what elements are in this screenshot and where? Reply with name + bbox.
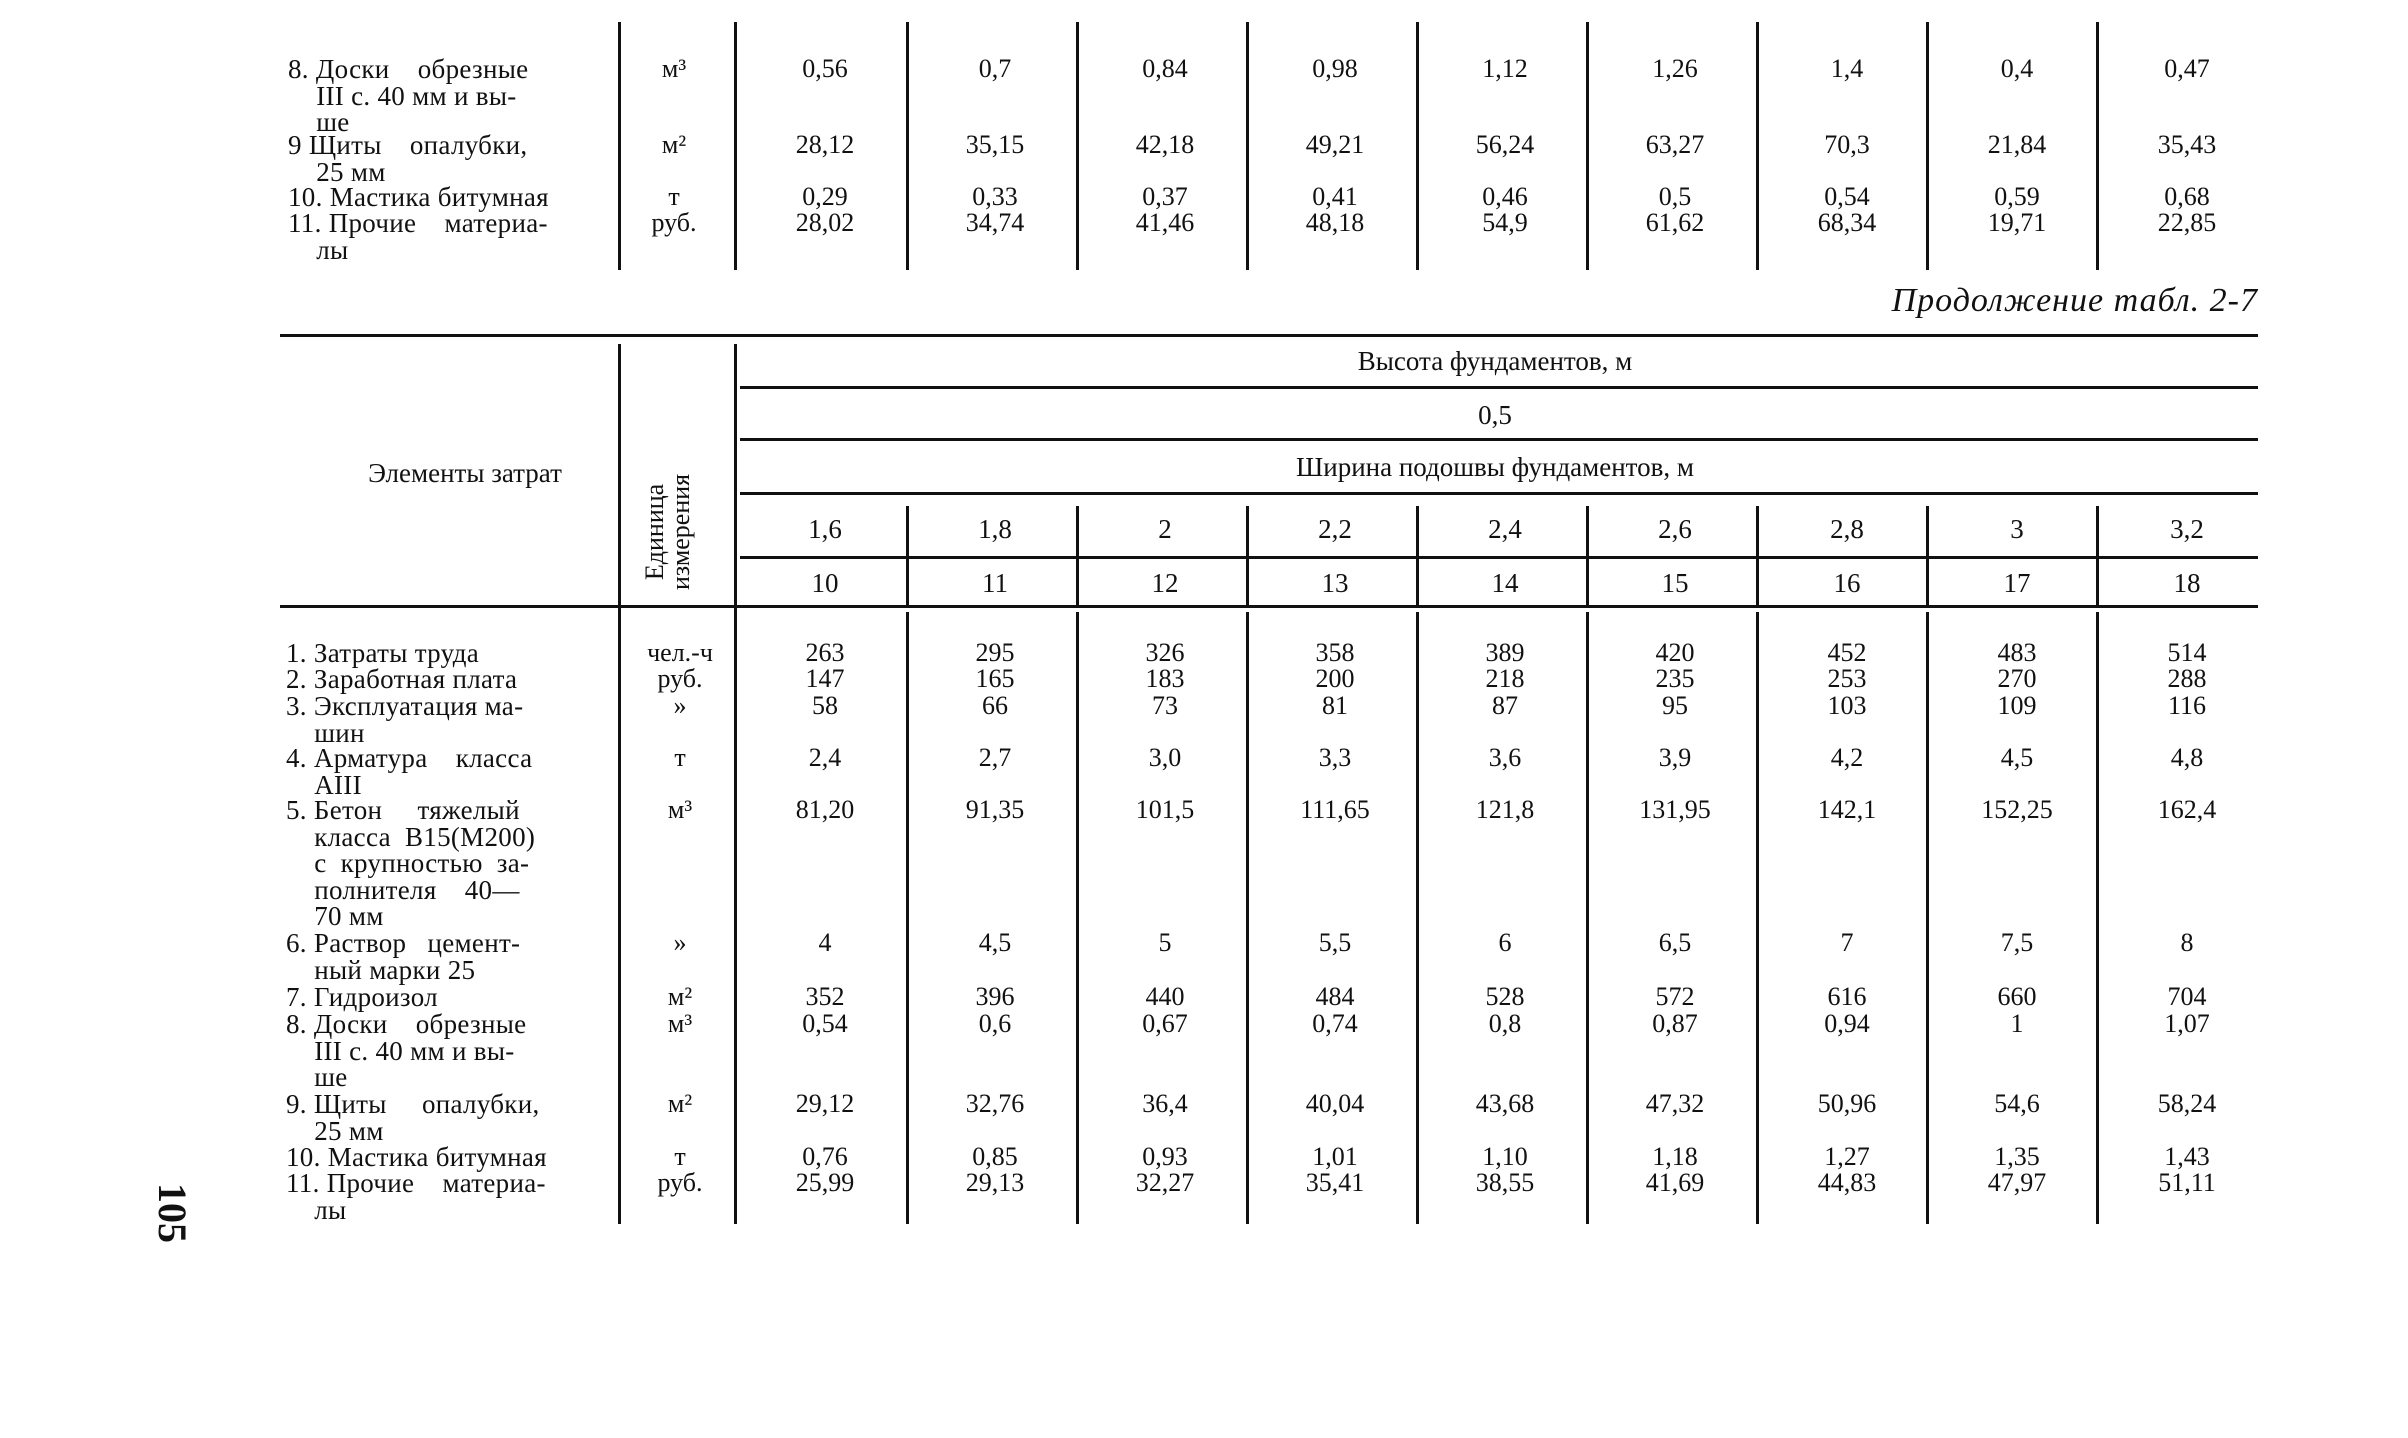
table-top-rule <box>280 334 2258 337</box>
top-row-value: 1,26 <box>1652 54 1698 83</box>
row-unit: м³ <box>667 1009 693 1038</box>
top-row-label: 8. Доски обрезные III с. 40 мм и вы- ше <box>288 54 529 137</box>
row-unit: м² <box>667 1089 693 1118</box>
top-column-rule <box>1416 22 1419 270</box>
width-value: 3,2 <box>2170 514 2204 544</box>
top-row-value: 19,71 <box>1987 208 2047 237</box>
elements-header: Элементы затрат <box>368 458 562 488</box>
row-value: 0,85 <box>972 1142 1018 1171</box>
main-column-rule <box>734 344 737 1224</box>
body-column-rule <box>1926 612 1929 1224</box>
top-row-value: 0,47 <box>2164 54 2210 83</box>
column-number: 12 <box>1151 568 1179 598</box>
column-number: 10 <box>811 568 839 598</box>
row-value: 36,4 <box>1142 1089 1188 1118</box>
row-value: 147 <box>805 664 845 693</box>
row-value: 528 <box>1485 982 1525 1011</box>
top-column-rule <box>1586 22 1589 270</box>
row-value: 253 <box>1827 664 1867 693</box>
row-value: 103 <box>1827 691 1867 720</box>
row-value: 50,96 <box>1817 1089 1877 1118</box>
row-value: 235 <box>1655 664 1695 693</box>
header-column-rule <box>2096 506 2099 606</box>
row-value: 4,8 <box>2170 743 2204 772</box>
row-value: 32,76 <box>965 1089 1025 1118</box>
row-value: 0,67 <box>1142 1009 1188 1038</box>
row-label: 7. Гидроизол <box>286 982 438 1012</box>
row-value: 420 <box>1655 638 1695 667</box>
row-value: 5 <box>1158 928 1172 957</box>
top-column-rule <box>734 22 737 270</box>
row-label: 6. Раствор цемент- ный марки 25 <box>286 928 521 985</box>
row-value: 3,6 <box>1488 743 1522 772</box>
top-row-value: 0,4 <box>2000 54 2034 83</box>
row-value: 6,5 <box>1658 928 1692 957</box>
top-row-label: 10. Мастика битумная <box>288 182 549 212</box>
row-value: 389 <box>1485 638 1525 667</box>
top-column-rule <box>906 22 909 270</box>
row-value: 58,24 <box>2157 1089 2217 1118</box>
column-number: 17 <box>2003 568 2031 598</box>
row-value: 142,1 <box>1817 795 1877 824</box>
width-value: 2,4 <box>1488 514 1522 544</box>
body-column-rule <box>1076 612 1079 1224</box>
top-row-value: 0,7 <box>978 54 1012 83</box>
width-value: 2,6 <box>1658 514 1692 544</box>
top-row-value: 0,33 <box>972 182 1018 211</box>
width-value: 1,6 <box>808 514 842 544</box>
row-value: 44,83 <box>1817 1168 1877 1197</box>
row-value: 152,25 <box>1981 795 2053 824</box>
column-number: 18 <box>2173 568 2201 598</box>
column-number: 14 <box>1491 568 1519 598</box>
row-value: 131,95 <box>1639 795 1711 824</box>
row-value: 29,13 <box>965 1168 1025 1197</box>
row-label: 11. Прочие материа- лы <box>286 1168 546 1225</box>
row-label: 5. Бетон тяжелый класса В15(М200) с крупностью за- полнителя 40— 70 мм <box>286 795 536 931</box>
row-value: 484 <box>1315 982 1355 1011</box>
header-column-rule <box>1756 506 1759 606</box>
row-value: 0,8 <box>1488 1009 1522 1038</box>
row-value: 47,32 <box>1645 1089 1705 1118</box>
row-value: 1 <box>2010 1009 2024 1038</box>
row-value: 95 <box>1662 691 1688 720</box>
row-value: 81,20 <box>795 795 855 824</box>
top-row-unit: руб. <box>651 208 697 237</box>
row-unit: т <box>674 1142 686 1171</box>
row-value: 183 <box>1145 664 1185 693</box>
row-unit: чел.-ч <box>647 638 713 667</box>
row-value: 87 <box>1492 691 1518 720</box>
row-value: 218 <box>1485 664 1525 693</box>
height-rule <box>740 386 2258 389</box>
top-row-value: 70,3 <box>1824 130 1870 159</box>
body-column-rule <box>906 612 909 1224</box>
row-label: 10. Мастика битумная <box>286 1142 547 1172</box>
top-row-unit: м³ <box>661 54 687 83</box>
row-value: 483 <box>1997 638 2037 667</box>
row-value: 572 <box>1655 982 1695 1011</box>
unit-header: Единица измерения <box>640 473 695 590</box>
row-value: 1,01 <box>1312 1142 1358 1171</box>
column-number: 16 <box>1833 568 1861 598</box>
top-column-rule <box>2096 22 2099 270</box>
row-value: 616 <box>1827 982 1867 1011</box>
top-row-value: 41,46 <box>1135 208 1195 237</box>
top-row-value: 1,12 <box>1482 54 1528 83</box>
row-value: 0,94 <box>1824 1009 1870 1038</box>
row-value: 0,74 <box>1312 1009 1358 1038</box>
header-bottom-rule <box>280 605 2258 608</box>
row-value: 32,27 <box>1135 1168 1195 1197</box>
row-value: 704 <box>2167 982 2207 1011</box>
top-row-value: 0,29 <box>802 182 848 211</box>
row-value: 1,18 <box>1652 1142 1698 1171</box>
row-value: 7 <box>1840 928 1854 957</box>
width-value: 2,2 <box>1318 514 1352 544</box>
row-value: 8 <box>2180 928 2194 957</box>
row-value: 0,54 <box>802 1009 848 1038</box>
row-value: 0,87 <box>1652 1009 1698 1038</box>
top-row-value: 68,34 <box>1817 208 1877 237</box>
header-column-rule <box>1076 506 1079 606</box>
width-header: Ширина подошвы фундаментов, м <box>1296 452 1694 482</box>
row-value: 73 <box>1152 691 1178 720</box>
row-value: 1,35 <box>1994 1142 2040 1171</box>
top-row-value: 28,12 <box>795 130 855 159</box>
colnum-rule <box>740 556 2258 559</box>
top-row-value: 49,21 <box>1305 130 1365 159</box>
top-row-value: 21,84 <box>1987 130 2047 159</box>
row-value: 38,55 <box>1475 1168 1535 1197</box>
row-value: 263 <box>805 638 845 667</box>
row-value: 2,7 <box>978 743 1012 772</box>
row-value: 0,93 <box>1142 1142 1188 1171</box>
width-rule <box>740 492 2258 495</box>
row-value: 270 <box>1997 664 2037 693</box>
row-value: 40,04 <box>1305 1089 1365 1118</box>
value-rule <box>740 438 2258 441</box>
top-column-rule <box>1246 22 1249 270</box>
row-value: 58 <box>812 691 838 720</box>
row-value: 111,65 <box>1300 795 1370 824</box>
row-value: 6 <box>1498 928 1512 957</box>
top-row-label: 9 Щиты опалубки, 25 мм <box>288 130 528 187</box>
top-row-value: 0,84 <box>1142 54 1188 83</box>
column-number: 15 <box>1661 568 1689 598</box>
header-column-rule <box>1416 506 1419 606</box>
table-caption: Продолжение табл. 2-7 <box>1891 282 2258 319</box>
row-label: 3. Эксплуатация ма- шин <box>286 691 524 748</box>
row-value: 326 <box>1145 638 1185 667</box>
row-value: 4,2 <box>1830 743 1864 772</box>
row-value: 1,43 <box>2164 1142 2210 1171</box>
top-row-value: 35,15 <box>965 130 1025 159</box>
top-column-rule <box>1756 22 1759 270</box>
row-value: 4,5 <box>978 928 1012 957</box>
page-number: 105 <box>150 1183 195 1243</box>
row-value: 54,6 <box>1994 1089 2040 1118</box>
row-value: 121,8 <box>1475 795 1535 824</box>
width-value: 2 <box>1158 514 1172 544</box>
row-label: 2. Заработная плата <box>286 664 518 694</box>
row-value: 5,5 <box>1318 928 1352 957</box>
row-label: 8. Доски обрезные III с. 40 мм и вы- ше <box>286 1009 527 1092</box>
row-value: 295 <box>975 638 1015 667</box>
row-value: 101,5 <box>1135 795 1195 824</box>
row-value: 3,0 <box>1148 743 1182 772</box>
row-value: 116 <box>2167 691 2207 720</box>
row-value: 66 <box>982 691 1008 720</box>
row-value: 358 <box>1315 638 1355 667</box>
row-value: 43,68 <box>1475 1089 1535 1118</box>
row-label: 4. Арматура класса AIII <box>286 743 533 800</box>
top-row-unit: м² <box>661 130 687 159</box>
column-number: 13 <box>1321 568 1349 598</box>
top-row-value: 0,56 <box>802 54 848 83</box>
top-row-value: 56,24 <box>1475 130 1535 159</box>
row-value: 200 <box>1315 664 1355 693</box>
top-row-value: 0,37 <box>1142 182 1188 211</box>
top-row-value: 63,27 <box>1645 130 1705 159</box>
top-column-rule <box>1076 22 1079 270</box>
body-column-rule <box>1416 612 1419 1224</box>
row-value: 396 <box>975 982 1015 1011</box>
row-unit: » <box>673 928 687 957</box>
top-row-value: 35,43 <box>2157 130 2217 159</box>
top-row-value: 34,74 <box>965 208 1025 237</box>
top-row-value: 0,59 <box>1994 182 2040 211</box>
row-value: 452 <box>1827 638 1867 667</box>
row-value: 4 <box>818 928 832 957</box>
top-row-value: 22,85 <box>2157 208 2217 237</box>
body-column-rule <box>1586 612 1589 1224</box>
top-row-value: 0,41 <box>1312 182 1358 211</box>
body-column-rule <box>2096 612 2099 1224</box>
top-row-unit: т <box>668 182 680 211</box>
row-value: 47,97 <box>1987 1168 2047 1197</box>
row-value: 29,12 <box>795 1089 855 1118</box>
top-row-value: 28,02 <box>795 208 855 237</box>
row-value: 109 <box>1997 691 2037 720</box>
column-number: 11 <box>982 568 1008 598</box>
row-value: 0,76 <box>802 1142 848 1171</box>
row-value: 514 <box>2167 638 2207 667</box>
height-header: Высота фундаментов, м <box>1357 346 1633 376</box>
body-column-rule <box>1246 612 1249 1224</box>
row-value: 1,27 <box>1824 1142 1870 1171</box>
top-row-value: 0,68 <box>2164 182 2210 211</box>
row-unit: руб. <box>657 1168 703 1197</box>
top-row-value: 54,9 <box>1482 208 1528 237</box>
top-row-value: 1,4 <box>1830 54 1864 83</box>
row-value: 4,5 <box>2000 743 2034 772</box>
row-value: 51,11 <box>2158 1168 2216 1197</box>
top-row-value: 61,62 <box>1645 208 1705 237</box>
header-column-rule <box>906 506 909 606</box>
row-unit: м³ <box>667 795 693 824</box>
height-value: 0,5 <box>1478 400 1512 430</box>
width-value: 3 <box>2010 514 2024 544</box>
width-value: 1,8 <box>978 514 1012 544</box>
top-row-value: 0,54 <box>1824 182 1870 211</box>
row-value: 162,4 <box>2157 795 2217 824</box>
row-value: 35,41 <box>1305 1168 1365 1197</box>
row-value: 81 <box>1322 691 1348 720</box>
top-row-value: 0,5 <box>1658 182 1692 211</box>
row-value: 7,5 <box>2000 928 2034 957</box>
header-column-rule <box>1246 506 1249 606</box>
row-label: 9. Щиты опалубки, 25 мм <box>286 1089 540 1146</box>
header-column-rule <box>1586 506 1589 606</box>
row-value: 1,10 <box>1482 1142 1528 1171</box>
top-row-value: 42,18 <box>1135 130 1195 159</box>
row-value: 3,9 <box>1658 743 1692 772</box>
row-value: 352 <box>805 982 845 1011</box>
row-value: 2,4 <box>808 743 842 772</box>
row-value: 288 <box>2167 664 2207 693</box>
row-value: 660 <box>1997 982 2037 1011</box>
row-value: 91,35 <box>965 795 1025 824</box>
row-value: 3,3 <box>1318 743 1352 772</box>
row-unit: руб. <box>657 664 703 693</box>
row-unit: м² <box>667 982 693 1011</box>
main-column-rule <box>618 344 621 1224</box>
header-column-rule <box>1926 506 1929 606</box>
top-row-value: 0,46 <box>1482 182 1528 211</box>
row-label: 1. Затраты труда <box>286 638 480 668</box>
top-column-rule <box>1926 22 1929 270</box>
row-value: 165 <box>975 664 1015 693</box>
row-value: 41,69 <box>1645 1168 1705 1197</box>
body-column-rule <box>1756 612 1759 1224</box>
row-value: 25,99 <box>795 1168 855 1197</box>
width-value: 2,8 <box>1830 514 1864 544</box>
top-row-value: 48,18 <box>1305 208 1365 237</box>
row-value: 0,6 <box>978 1009 1012 1038</box>
row-unit: т <box>674 743 686 772</box>
row-value: 1,07 <box>2164 1009 2210 1038</box>
row-value: 440 <box>1145 982 1185 1011</box>
top-row-label: 11. Прочие материа- лы <box>288 208 548 265</box>
top-row-value: 0,98 <box>1312 54 1358 83</box>
row-unit: » <box>673 691 687 720</box>
